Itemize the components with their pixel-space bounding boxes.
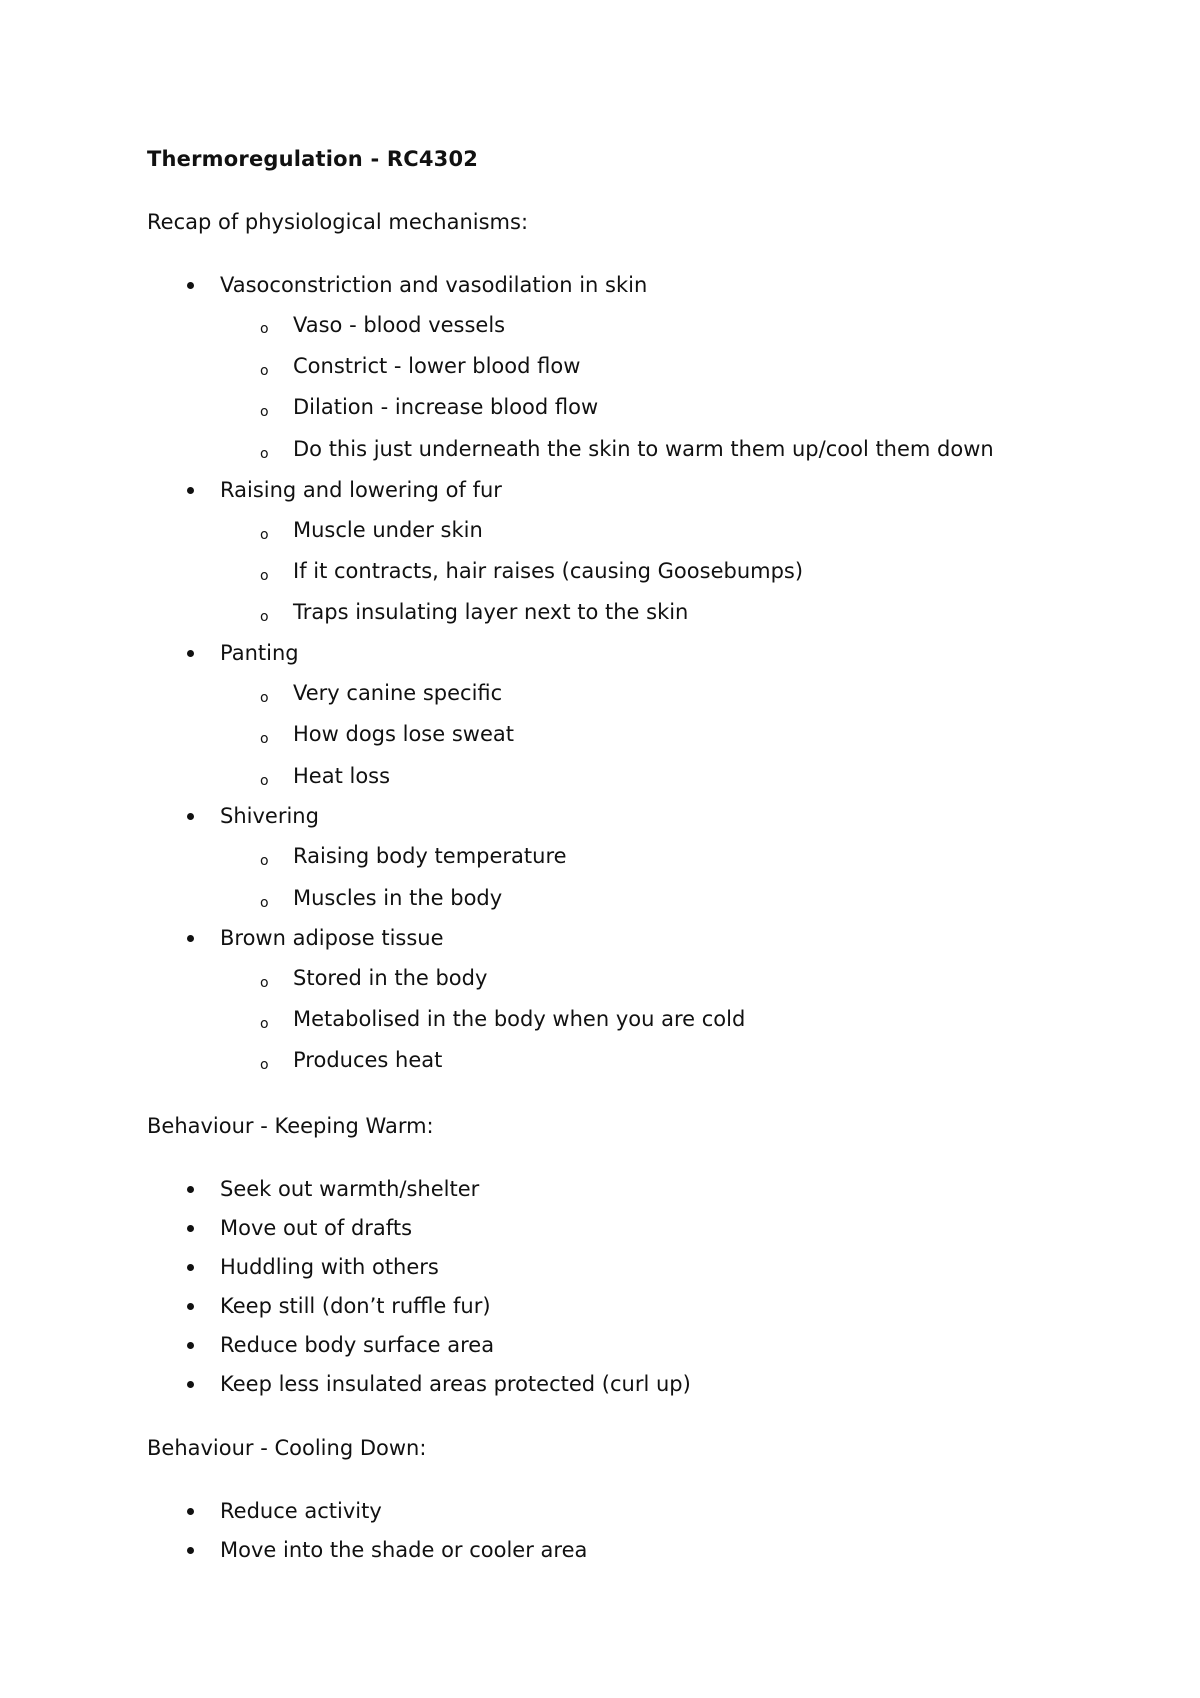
sub-bullet-icon: o bbox=[260, 690, 269, 706]
sub-bullet-icon: o bbox=[260, 1057, 269, 1073]
sub-list-item: Stored in the body bbox=[293, 966, 488, 990]
sub-bullet-icon: o bbox=[260, 895, 269, 911]
sub-bullet-icon: o bbox=[260, 853, 269, 869]
section-heading: Recap of physiological mechanisms: bbox=[147, 210, 529, 234]
sub-bullet-icon: o bbox=[260, 363, 269, 379]
list-item: Reduce body surface area bbox=[220, 1333, 495, 1357]
list-item: Panting bbox=[220, 641, 299, 665]
list-item: Keep less insulated areas protected (curl up) bbox=[220, 1372, 691, 1396]
sub-list-item: Very canine specific bbox=[293, 681, 503, 705]
sub-bullet-icon: o bbox=[260, 321, 269, 337]
sub-bullet-icon: o bbox=[260, 731, 269, 747]
bullet-icon bbox=[187, 935, 194, 942]
bullet-icon bbox=[187, 1303, 194, 1310]
section-heading: Behaviour - Keeping Warm: bbox=[147, 1114, 434, 1138]
sub-list-item: Vaso - blood vessels bbox=[293, 313, 506, 337]
section-heading: Behaviour - Cooling Down: bbox=[147, 1436, 427, 1460]
sub-list-item: Produces heat bbox=[293, 1048, 443, 1072]
sub-list-item: Constrict - lower blood flow bbox=[293, 354, 581, 378]
sub-bullet-icon: o bbox=[260, 446, 269, 462]
sub-list-item: If it contracts, hair raises (causing Goosebumps) bbox=[293, 559, 804, 583]
bullet-icon bbox=[187, 1381, 194, 1388]
sub-list-item: Muscle under skin bbox=[293, 518, 483, 542]
sub-list-item: Do this just underneath the skin to warm them up/cool them down bbox=[293, 437, 994, 461]
bullet-icon bbox=[187, 650, 194, 657]
bullet-icon bbox=[187, 282, 194, 289]
list-item: Brown adipose tissue bbox=[220, 926, 444, 950]
list-item: Raising and lowering of fur bbox=[220, 478, 502, 502]
document-title: Thermoregulation - RC4302 bbox=[147, 147, 479, 171]
sub-list-item: Muscles in the body bbox=[293, 886, 503, 910]
bullet-icon bbox=[187, 813, 194, 820]
sub-bullet-icon: o bbox=[260, 609, 269, 625]
sub-list-item: Heat loss bbox=[293, 764, 391, 788]
sub-bullet-icon: o bbox=[260, 975, 269, 991]
list-item: Keep still (don’t ruffle fur) bbox=[220, 1294, 491, 1318]
sub-list-item: Dilation - increase blood flow bbox=[293, 395, 599, 419]
list-item: Seek out warmth/shelter bbox=[220, 1177, 480, 1201]
list-item: Reduce activity bbox=[220, 1499, 382, 1523]
sub-bullet-icon: o bbox=[260, 404, 269, 420]
bullet-icon bbox=[187, 1342, 194, 1349]
sub-list-item: Metabolised in the body when you are cold bbox=[293, 1007, 746, 1031]
sub-list-item: Raising body temperature bbox=[293, 844, 567, 868]
list-item: Move out of drafts bbox=[220, 1216, 413, 1240]
sub-bullet-icon: o bbox=[260, 773, 269, 789]
sub-bullet-icon: o bbox=[260, 527, 269, 543]
bullet-icon bbox=[187, 487, 194, 494]
bullet-icon bbox=[187, 1186, 194, 1193]
bullet-icon bbox=[187, 1508, 194, 1515]
list-item: Move into the shade or cooler area bbox=[220, 1538, 588, 1562]
sub-list-item: How dogs lose sweat bbox=[293, 722, 514, 746]
list-item: Huddling with others bbox=[220, 1255, 439, 1279]
list-item: Vasoconstriction and vasodilation in skin bbox=[220, 273, 648, 297]
sub-bullet-icon: o bbox=[260, 1016, 269, 1032]
bullet-icon bbox=[187, 1547, 194, 1554]
bullet-icon bbox=[187, 1264, 194, 1271]
bullet-icon bbox=[187, 1225, 194, 1232]
sub-bullet-icon: o bbox=[260, 568, 269, 584]
sub-list-item: Traps insulating layer next to the skin bbox=[293, 600, 689, 624]
list-item: Shivering bbox=[220, 804, 319, 828]
